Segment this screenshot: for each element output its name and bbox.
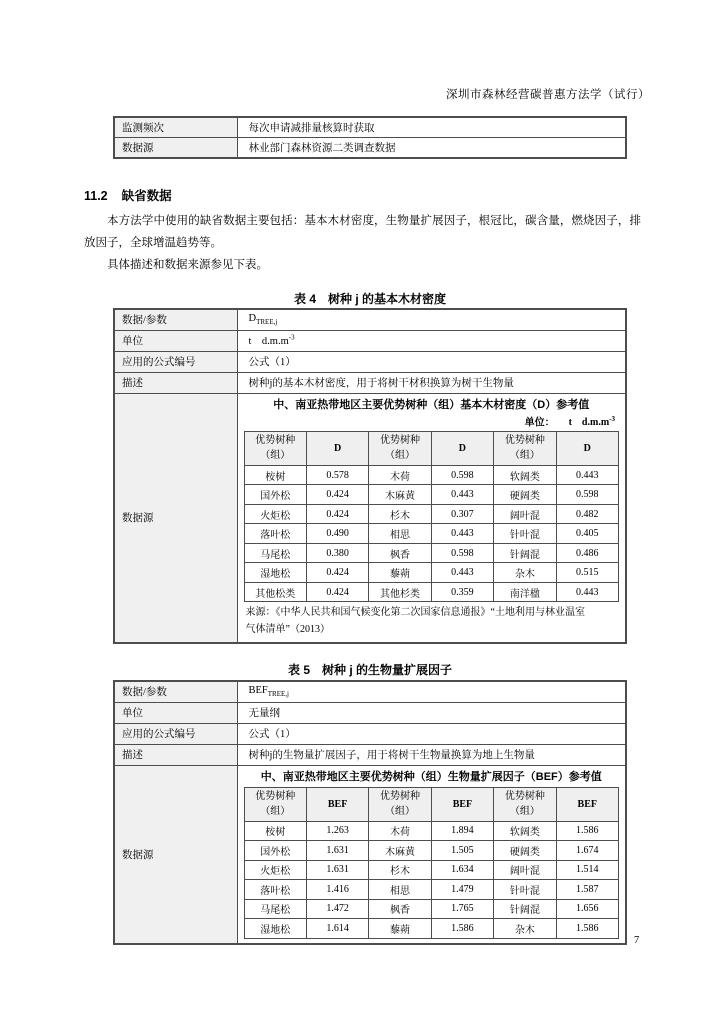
value-cell: 0.380 [306, 543, 368, 563]
param-value [237, 309, 626, 330]
value-cell: 0.443 [431, 524, 493, 544]
inner-table-row [244, 543, 619, 563]
citation [244, 604, 620, 638]
unit-label: 单位 [114, 702, 237, 723]
source-content [237, 765, 626, 944]
species-cell: 桉树 [244, 821, 306, 841]
value-cell: 0.515 [556, 563, 618, 583]
section-title: 缺省数据 [121, 189, 172, 203]
value-cell: 1.514 [556, 860, 618, 880]
description-value: 树种j的基本木材密度，用于将树干材积换算为树干生物量 [237, 372, 626, 393]
section-heading [84, 186, 172, 204]
species-cell: 马尾松 [244, 899, 306, 919]
species-cell: 针叶混 [494, 880, 556, 900]
species-cell: 杂木 [494, 919, 556, 939]
density-reference-table [244, 431, 620, 603]
species-cell: 木麻黄 [369, 841, 431, 861]
value-cell: 0.359 [431, 582, 493, 602]
value-cell: 0.578 [306, 465, 368, 485]
inner-table-row [244, 465, 619, 485]
value-header: BEF [431, 787, 493, 821]
table4-caption: 表 4 树种 j 的基本木材密度 [293, 292, 446, 306]
inner-unit-line [244, 413, 620, 429]
species-cell: 阔叶混 [494, 504, 556, 524]
species-cell: 杂木 [494, 563, 556, 583]
unit-base: t d.m.m [248, 336, 289, 347]
species-cell: 阔叶混 [494, 860, 556, 880]
value-cell: 0.424 [306, 504, 368, 524]
species-cell: 藜蒴 [369, 919, 431, 939]
species-cell: 藜蒴 [369, 563, 431, 583]
source-label: 数据源 [114, 765, 237, 944]
table-row [114, 138, 626, 159]
unit-label: 单位 [114, 330, 237, 351]
species-header: 优势树种 （组） [244, 787, 306, 821]
species-header: 优势树种 （组） [244, 431, 306, 465]
inner-table-title: 中、南亚热带地区主要优势树种（组）基本木材密度（D）参考值 [273, 398, 590, 411]
species-cell: 木麻黄 [369, 485, 431, 505]
formula-value: 公式（1） [237, 723, 626, 744]
species-cell: 硬阔类 [494, 841, 556, 861]
species-header: 优势树种 （组） [369, 431, 431, 465]
unit-prefix: 单位： [524, 416, 555, 428]
value-cell: 0.424 [306, 582, 368, 602]
species-cell: 杉木 [369, 504, 431, 524]
value-cell: 0.598 [431, 465, 493, 485]
table-row [114, 393, 626, 643]
value-cell: 1.479 [431, 880, 493, 900]
inner-header-row [244, 431, 619, 465]
species-cell: 其他杉类 [369, 582, 431, 602]
monitoring-frequency-value: 每次申请减排量核算时获取 [237, 117, 626, 138]
species-cell: 国外松 [244, 485, 306, 505]
value-cell: 1.634 [431, 860, 493, 880]
species-cell: 落叶松 [244, 524, 306, 544]
value-cell: 0.443 [556, 465, 618, 485]
unit-value [237, 330, 626, 351]
value-header: D [431, 431, 493, 465]
value-cell: 1.631 [306, 860, 368, 880]
inner-table-row [244, 821, 619, 841]
monitoring-table [113, 116, 627, 159]
value-cell: 0.424 [306, 485, 368, 505]
value-header: BEF [556, 787, 618, 821]
section-number: 11.2 [84, 189, 108, 203]
param-label: 数据/参数 [114, 681, 237, 702]
value-cell: 0.443 [431, 563, 493, 583]
description-value: 树种j的生物量扩展因子，用于将树干生物量换算为地上生物量 [237, 744, 626, 765]
formula-label: 应用的公式编号 [114, 351, 237, 372]
value-cell: 0.405 [556, 524, 618, 544]
table-row [114, 330, 626, 351]
description-label: 描述 [114, 372, 237, 393]
value-cell: 1.472 [306, 899, 368, 919]
citation-line: 来源：《中华人民共和国气候变化第二次国家信息通报》“土地利用与林业温室 [245, 607, 585, 619]
description-label: 描述 [114, 744, 237, 765]
value-cell: 0.598 [431, 543, 493, 563]
species-cell: 软阔类 [494, 821, 556, 841]
species-cell: 桉树 [244, 465, 306, 485]
species-cell: 杉木 [369, 860, 431, 880]
species-cell: 针阔混 [494, 543, 556, 563]
table4 [113, 308, 627, 644]
value-cell: 1.587 [556, 880, 618, 900]
species-cell: 相思 [369, 524, 431, 544]
value-cell: 1.894 [431, 821, 493, 841]
species-cell: 针阔混 [494, 899, 556, 919]
value-cell: 1.586 [556, 821, 618, 841]
species-header: 优势树种 （组） [494, 431, 556, 465]
species-cell: 火炬松 [244, 860, 306, 880]
value-cell: 1.416 [306, 880, 368, 900]
species-cell: 木荷 [369, 821, 431, 841]
value-cell: 1.765 [431, 899, 493, 919]
unit-base: t d.m.m [568, 416, 610, 428]
page-number: 7 [634, 935, 640, 946]
inner-table-row [244, 919, 619, 939]
value-cell: 1.656 [556, 899, 618, 919]
paragraph: 具体描述和数据来源参见下表。 [107, 259, 268, 271]
value-cell: 1.614 [306, 919, 368, 939]
species-cell: 国外松 [244, 841, 306, 861]
inner-table-title: 中、南亚热带地区主要优势树种（组）生物量扩展因子（BEF）参考值 [260, 770, 602, 783]
citation-line: 气体清单”（2013） [245, 624, 330, 636]
table-row [114, 723, 626, 744]
value-cell: 0.443 [556, 582, 618, 602]
source-label: 数据源 [114, 393, 237, 643]
species-cell: 湿地松 [244, 563, 306, 583]
value-cell: 0.307 [431, 504, 493, 524]
inner-table-row [244, 563, 619, 583]
species-cell: 相思 [369, 880, 431, 900]
value-cell: 0.598 [556, 485, 618, 505]
value-cell: 1.586 [431, 919, 493, 939]
param-value [237, 681, 626, 702]
value-header: D [556, 431, 618, 465]
value-cell: 0.486 [556, 543, 618, 563]
monitoring-frequency-label: 监测频次 [114, 117, 237, 138]
param-symbol: D [248, 313, 257, 325]
value-cell: 0.490 [306, 524, 368, 544]
unit-superscript: -3 [288, 333, 295, 342]
inner-table-row [244, 504, 619, 524]
species-cell: 枫香 [369, 543, 431, 563]
table-row [114, 744, 626, 765]
table-row [114, 351, 626, 372]
value-cell: 1.505 [431, 841, 493, 861]
data-source-label: 数据源 [114, 138, 237, 159]
table-row [114, 681, 626, 702]
value-cell: 0.424 [306, 563, 368, 583]
inner-header-row [244, 787, 619, 821]
value-cell: 0.482 [556, 504, 618, 524]
value-header: D [306, 431, 368, 465]
species-cell: 湿地松 [244, 919, 306, 939]
param-subscript: TREE,j [267, 690, 289, 699]
value-cell: 1.263 [306, 821, 368, 841]
table-row [114, 765, 626, 944]
value-cell: 0.443 [431, 485, 493, 505]
value-cell: 1.631 [306, 841, 368, 861]
formula-value: 公式（1） [237, 351, 626, 372]
species-cell: 火炬松 [244, 504, 306, 524]
species-cell: 马尾松 [244, 543, 306, 563]
value-cell: 1.586 [556, 919, 618, 939]
table-row [114, 117, 626, 138]
param-subscript: TREE,j [256, 318, 278, 327]
running-header: 深圳市森林经营碳普惠方法学（试行） [446, 89, 650, 101]
species-cell: 木荷 [369, 465, 431, 485]
species-header: 优势树种 （组） [369, 787, 431, 821]
param-label: 数据/参数 [114, 309, 237, 330]
inner-table-row [244, 582, 619, 602]
species-cell: 南洋楹 [494, 582, 556, 602]
inner-table-row [244, 485, 619, 505]
species-cell: 软阔类 [494, 465, 556, 485]
paragraph: 本方法学中使用的缺省数据主要包括：基本木材密度，生物量扩展因子，根冠比，碳含量，燃烧因子，排放因子，全球增温趋势等。 [84, 215, 641, 249]
table5-caption: 表 5 树种 j 的生物量扩展因子 [287, 663, 452, 677]
value-cell: 1.674 [556, 841, 618, 861]
inner-table-row [244, 899, 619, 919]
table-row [114, 309, 626, 330]
value-header: BEF [306, 787, 368, 821]
inner-table-row [244, 860, 619, 880]
inner-table-row [244, 524, 619, 544]
table-row [114, 702, 626, 723]
species-cell: 针叶混 [494, 524, 556, 544]
species-cell: 其他松类 [244, 582, 306, 602]
species-header: 优势树种 （组） [494, 787, 556, 821]
body-text [84, 210, 641, 276]
species-cell: 硬阔类 [494, 485, 556, 505]
inner-table-row [244, 841, 619, 861]
bef-reference-table [244, 787, 620, 939]
param-symbol: BEF [248, 685, 268, 697]
source-content [237, 393, 626, 643]
data-source-value: 林业部门森林资源二类调查数据 [237, 138, 626, 159]
unit-value: 无量纲 [237, 702, 626, 723]
table5 [113, 680, 627, 945]
inner-table-row [244, 880, 619, 900]
species-cell: 枫香 [369, 899, 431, 919]
formula-label: 应用的公式编号 [114, 723, 237, 744]
unit-superscript: -3 [609, 414, 615, 423]
table-row [114, 372, 626, 393]
species-cell: 落叶松 [244, 880, 306, 900]
